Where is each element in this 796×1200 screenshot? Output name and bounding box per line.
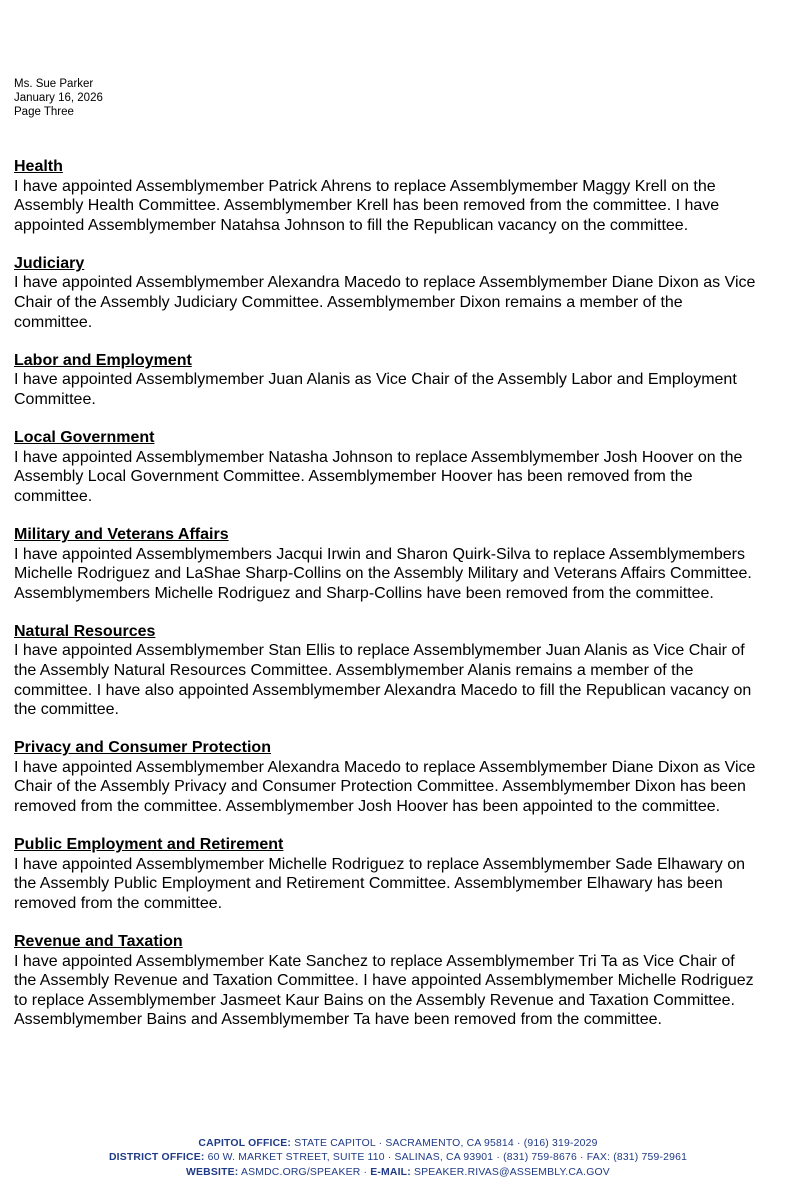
section-body-line: committee. xyxy=(14,313,93,331)
section-body xyxy=(14,641,796,719)
section-body-line: to replace Assemblymember Jasmeet Kaur Bains on the Assembly Revenue and Taxation Committee. xyxy=(14,991,735,1009)
website-link[interactable]: ASMDC.ORG/SPEAKER · xyxy=(240,1166,368,1178)
section-body xyxy=(14,855,796,914)
section-body xyxy=(14,545,796,604)
committee-section xyxy=(14,428,796,506)
committee-section xyxy=(14,622,796,720)
contact-line xyxy=(0,1166,796,1180)
committee-section xyxy=(14,738,796,816)
capitol-office-text: STATE CAPITOL · SACRAMENTO, CA 95814 · (916) 319-2029 xyxy=(294,1138,598,1149)
section-body-line: I have appointed Assemblymember Juan Alanis as Vice Chair of the Assembly Labor and Employment xyxy=(14,371,737,389)
section-body-line: Assembly Local Government Committee. Assemblymember Hoover has been removed from the xyxy=(14,468,693,486)
section-body-line: Committee. xyxy=(14,390,96,408)
section-body-line: removed from the committee. xyxy=(14,894,223,912)
section-body-line: I have appointed Assemblymember Kate Sanchez to replace Assemblymember Tri Ta as Vice Chair of xyxy=(14,952,735,970)
section-body xyxy=(14,273,796,332)
section-body-line: Assemblymembers Michelle Rodriguez and Sharp-Collins have been removed from the committee. xyxy=(14,584,714,602)
section-title: Judiciary xyxy=(14,254,85,272)
section-body-line: I have appointed Assemblymember Michelle Rodriguez to replace Assemblymember Sade Elhawary on xyxy=(14,855,746,873)
district-office-line xyxy=(0,1151,796,1165)
section-body-line: I have appointed Assemblymember Stan Ellis to replace Assemblymember Juan Alanis as Vice Chair of xyxy=(14,642,745,660)
section-body xyxy=(14,758,796,817)
section-body xyxy=(14,177,796,236)
committee-section xyxy=(14,157,796,235)
section-body-line: Assembly Health Committee. Assemblymember Krell has been removed from the committee. I have xyxy=(14,197,720,215)
section-body-line: I have appointed Assemblymember Alexandra Macedo to replace Assemblymember Diane Dixon as Vice xyxy=(14,274,756,292)
section-title: Health xyxy=(14,158,63,175)
section-body-line: appointed Assemblymember Natahsa Johnson to fill the Republican vacancy on the committee. xyxy=(14,216,689,234)
section-body-line: I have appointed Assemblymember Alexandra Macedo to replace Assemblymember Diane Dixon as Vice xyxy=(14,758,756,776)
section-body-line: removed from the committee. Assemblymember Josh Hoover has been appointed to the committee. xyxy=(14,798,721,816)
section-body-line: Chair of the Assembly Privacy and Consumer Protection Committee. Assemblymember Dixon has been xyxy=(14,778,746,796)
committee-section xyxy=(14,525,796,603)
website-label: WEBSITE: xyxy=(186,1166,239,1178)
committee-sections xyxy=(14,157,796,1048)
section-body-line: Michelle Rodriguez and LaShae Sharp-Collins on the Assembly Military and Veterans Affairs Committee. xyxy=(14,565,752,583)
letter-date: January 16, 2026 xyxy=(14,92,103,104)
section-body xyxy=(14,952,796,1030)
email-link[interactable]: SPEAKER.RIVAS@ASSEMBLY.CA.GOV xyxy=(414,1166,610,1178)
capitol-office-line xyxy=(0,1137,796,1151)
section-body-line: Assemblymember Bains and Assemblymember Ta have been removed from the committee. xyxy=(14,1011,662,1029)
committee-section xyxy=(14,351,796,410)
section-title: Privacy and Consumer Protection xyxy=(14,739,271,757)
section-title: Labor and Employment xyxy=(14,351,192,369)
section-body-line: the Assembly Natural Resources Committee. Assemblymember Alanis remains a member of the xyxy=(14,661,694,679)
district-office-label: DISTRICT OFFICE: xyxy=(108,1152,205,1164)
section-title: Local Government xyxy=(14,429,155,447)
capitol-office-label: CAPITOL OFFICE: xyxy=(198,1138,292,1149)
section-title: Public Employment and Retirement xyxy=(14,836,284,854)
email-label: E-MAIL: xyxy=(370,1166,411,1178)
section-title: Natural Resources xyxy=(14,622,156,640)
section-body-line: committee. I have also appointed Assemblymember Alexandra Macedo to fill the Republican vacancy on xyxy=(14,681,752,699)
section-body-line: I have appointed Assemblymember Patrick Ahrens to replace Assemblymember Maggy Krell on the xyxy=(14,177,716,195)
section-body-line: I have appointed Assemblymembers Jacqui Irwin and Sharon Quirk-Silva to replace Assemblymembers xyxy=(14,545,745,563)
page-number: Page Three xyxy=(14,106,74,118)
section-body-line: I have appointed Assemblymember Natasha Johnson to replace Assemblymember Josh Hoover on the xyxy=(14,448,743,466)
section-body xyxy=(14,448,796,507)
committee-section xyxy=(14,932,796,1030)
section-title: Military and Veterans Affairs xyxy=(14,525,229,543)
letterhead-footer xyxy=(0,1137,796,1180)
section-body-line: Chair of the Assembly Judiciary Committee. Assemblymember Dixon remains a member of the xyxy=(14,294,683,312)
section-body xyxy=(14,370,796,409)
district-office-text: 60 W. MARKET STREET, SUITE 110 · SALINAS, CA 93901 · (831) 759-8676 · FAX: (831) 759-2961 xyxy=(207,1152,688,1164)
section-body-line: the committee. xyxy=(14,701,119,719)
section-body-line: the Assembly Public Employment and Retirement Committee. Assemblymember Elhawary has been xyxy=(14,875,723,893)
committee-section xyxy=(14,254,796,332)
section-title: Revenue and Taxation xyxy=(14,933,183,950)
recipient-name: Ms. Sue Parker xyxy=(14,78,94,90)
section-body-line: the Assembly Revenue and Taxation Committee. I have appointed Assemblymember Michelle Rodriguez xyxy=(14,972,754,990)
letter-header xyxy=(14,77,103,119)
section-body-line: committee. xyxy=(14,487,93,505)
committee-section xyxy=(14,835,796,913)
